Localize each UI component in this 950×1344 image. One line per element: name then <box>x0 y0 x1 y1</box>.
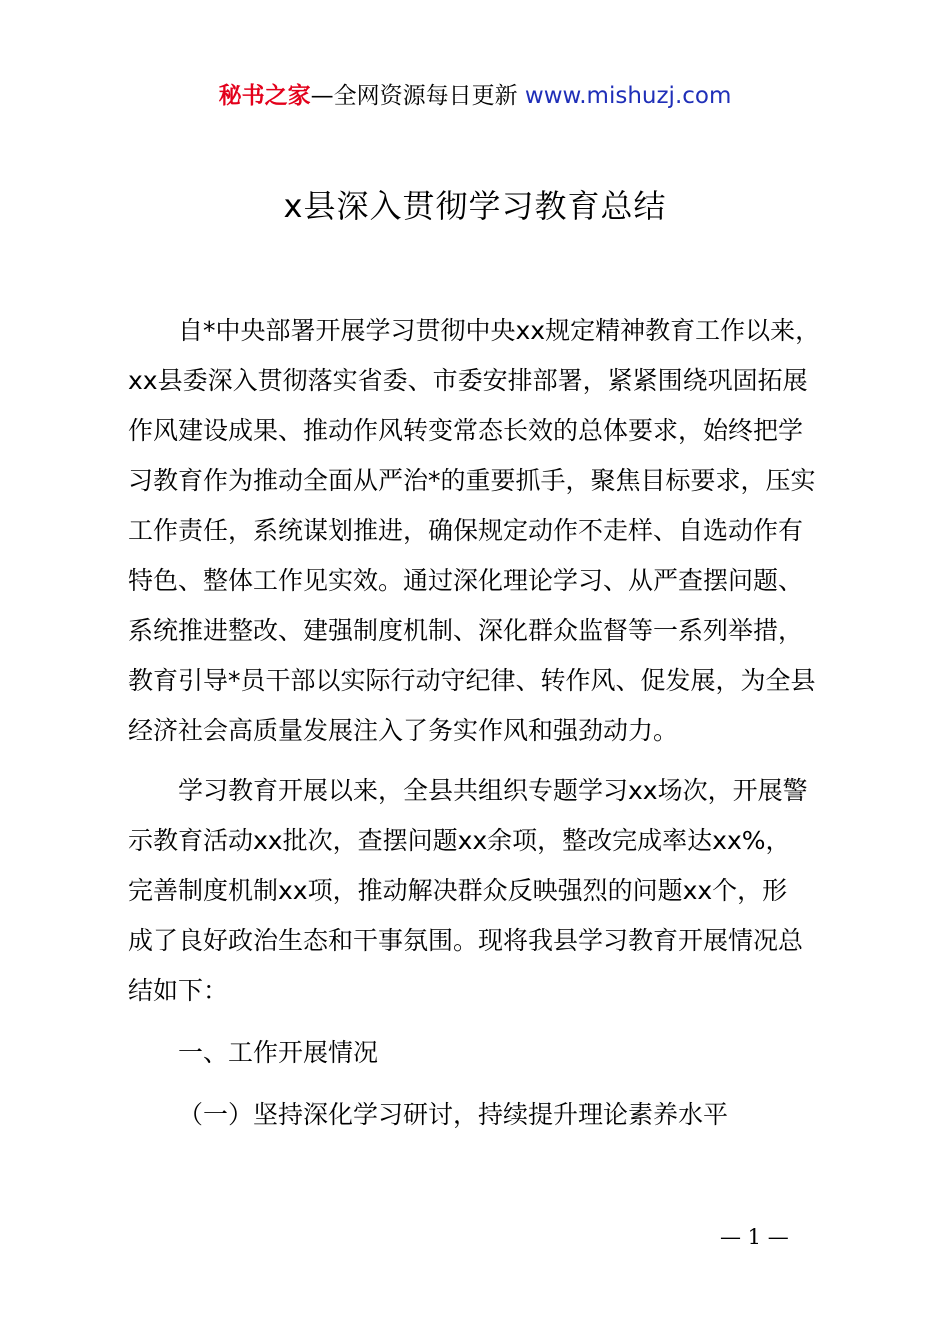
subsection-heading: （一）坚持深化学习研讨，持续提升理论素养水平 <box>178 1100 729 1129</box>
paragraph-line: 自*中央部署开展学习贯彻中央xx规定精神教育工作以来， <box>128 316 821 345</box>
paragraph-line: 经济社会高质量发展注入了务实作风和强劲动力。 <box>128 716 679 745</box>
document-title: x县深入贯彻学习教育总结 <box>283 187 667 225</box>
paragraph-line: 结如下： <box>128 976 229 1005</box>
paragraph-line: 特色、整体工作见实效。通过深化理论学习、从严查摆问题、 <box>128 566 804 595</box>
summary-paragraph <box>128 766 828 1016</box>
paragraph-line: 习教育作为推动全面从严治*的重要抓手，聚焦目标要求，压实 <box>128 466 816 495</box>
page-number: — 1 — <box>720 1225 789 1249</box>
paragraph-line: 完善制度机制xx项，推动解决群众反映强烈的问题xx个，形 <box>128 876 788 905</box>
paragraph-line: 示教育活动xx批次，查摆问题xx余项，整改完成率达xx%， <box>128 826 791 855</box>
paragraph-line: 学习教育开展以来，全县共组织专题学习xx场次，开展警 <box>128 776 808 805</box>
paragraph-line: 教育引导*员干部以实际行动守纪律、转作风、促发展，为全县 <box>128 666 816 695</box>
site-url[interactable]: www.mishuzj.com <box>524 83 732 109</box>
paragraph-line: 系统推进整改、建强制度机制、深化群众监督等一系列举措， <box>128 616 804 645</box>
site-banner <box>0 80 950 112</box>
paragraph-line: xx县委深入贯彻落实省委、市委安排部署，紧紧围绕巩固拓展 <box>128 366 808 395</box>
intro-paragraph <box>128 306 828 756</box>
brand-name: 秘书之家 <box>218 83 311 109</box>
paragraph-line: 成了良好政治生态和干事氛围。现将我县学习教育开展情况总 <box>128 926 804 955</box>
section-heading: 一、工作开展情况 <box>178 1038 379 1067</box>
paragraph-line: 工作责任，系统谋划推进，确保规定动作不走样、自选动作有 <box>128 516 804 545</box>
paragraph-line: 作风建设成果、推动作风转变常态长效的总体要求，始终把学 <box>128 416 804 445</box>
banner-slogan: —全网资源每日更新 <box>310 83 518 109</box>
